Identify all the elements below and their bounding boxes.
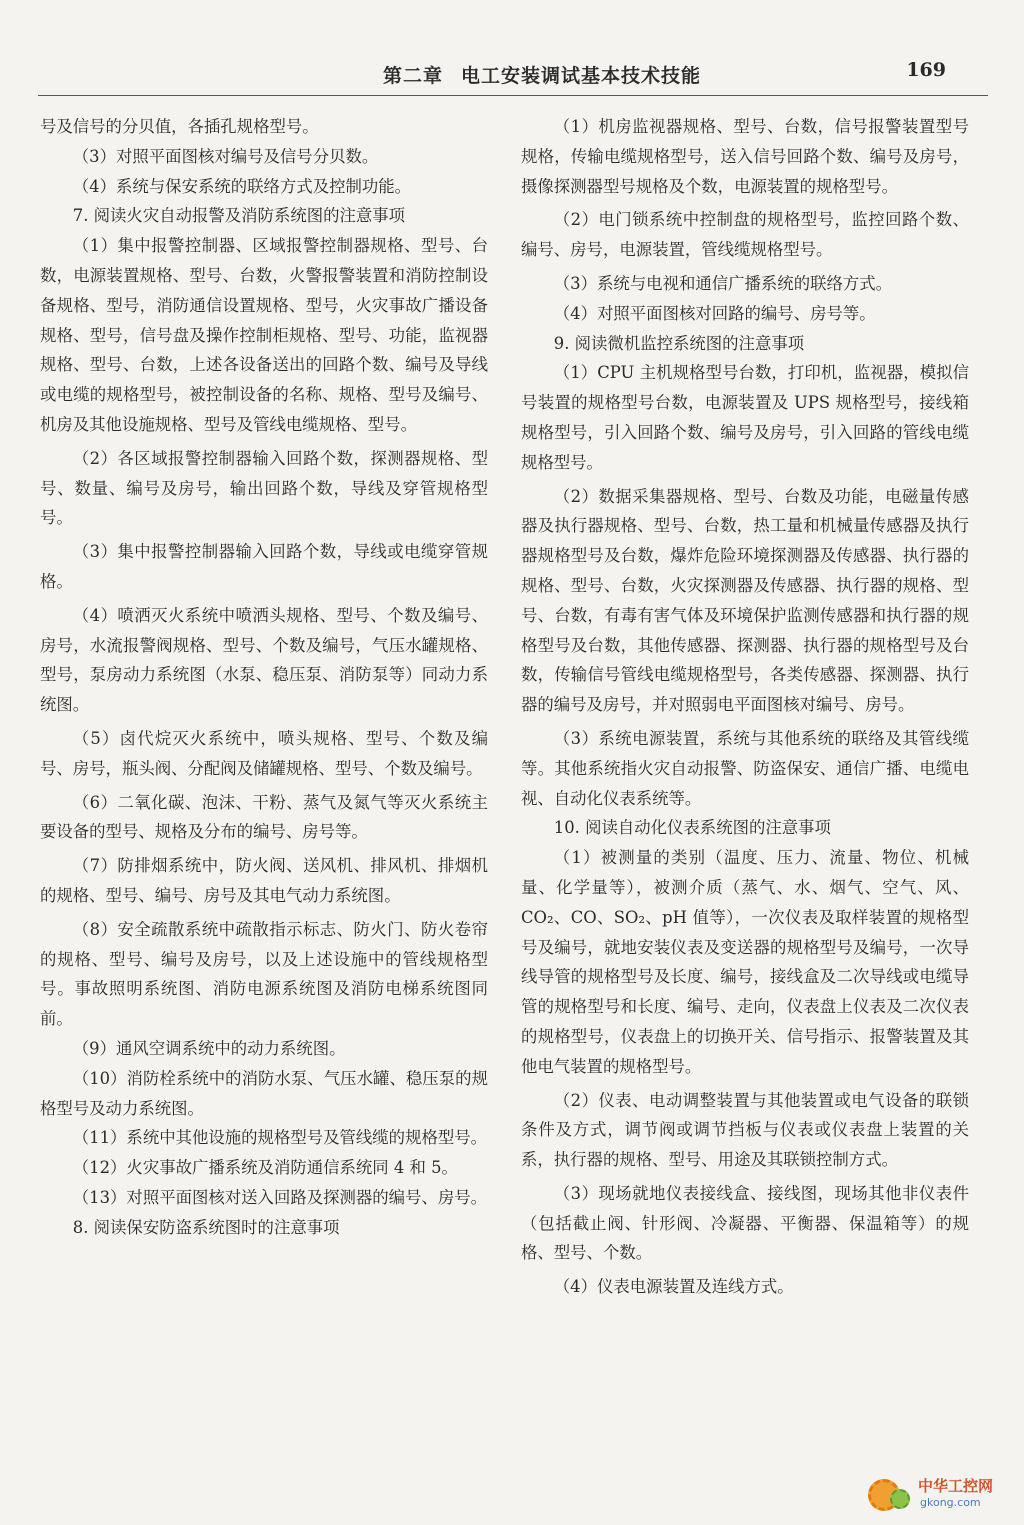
page-header bbox=[38, 55, 988, 96]
right-column bbox=[521, 112, 969, 1302]
paragraph: 9. 阅读微机监控系统图的注意事项 bbox=[553, 333, 805, 353]
paragraph: （12）火灾事故广播系统及消防通信系统同 4 和 5。 bbox=[72, 1158, 458, 1178]
page-number: 169 bbox=[906, 59, 946, 81]
paragraph: （3）对照平面图核对编号及信号分贝数。 bbox=[72, 146, 379, 166]
paragraph: （5）卤代烷灭火系统中，喷头规格、型号、个数及编号、房号，瓶头阀、分配阀及储罐规格、型号、个数及编号。 bbox=[40, 728, 488, 778]
paragraph: 8. 阅读保安防盗系统图时的注意事项 bbox=[72, 1217, 340, 1237]
paragraph: （3）现场就地仪表接线盒、接线图，现场其他非仪表件（包括截止阀、针形阀、冷凝器、平衡器、保温箱等）的规格、型号、个数。 bbox=[521, 1183, 969, 1263]
watermark-domain: gkong.com bbox=[920, 1496, 981, 1509]
paragraph: 7. 阅读火灾自动报警及消防系统图的注意事项 bbox=[72, 206, 406, 226]
paragraph: （4）对照平面图核对回路的编号、房号等。 bbox=[553, 303, 876, 323]
chapter-title: 电工安装调试基本技术技能 bbox=[461, 65, 702, 87]
running-title bbox=[383, 61, 701, 88]
paragraph: （1）CPU 主机规格型号台数，打印机，监视器，模拟信号装置的规格型号台数，电源装置及 UPS 规格型号，接线箱规格型号，引入回路个数、编号及房号，引入回路的管线电缆规格型号。 bbox=[521, 363, 969, 472]
chapter-label: 第二章 bbox=[383, 65, 444, 87]
small-gear-icon bbox=[890, 1489, 910, 1509]
watermark-name: 中华工控网 bbox=[918, 1477, 994, 1495]
watermark-logo bbox=[860, 1469, 1010, 1517]
paragraph: （2）仪表、电动调整装置与其他装置或电气设备的联锁条件及方式，调节阀或调节挡板与仪表或仪表盘上装置的关系，执行器的规格、型号、用途及其联锁控制方式。 bbox=[521, 1090, 969, 1170]
paragraph: （11）系统中其他设施的规格型号及管线缆的规格型号。 bbox=[72, 1128, 488, 1148]
paragraph: 号及信号的分贝值，各插孔规格型号。 bbox=[40, 117, 319, 136]
paragraph: （4）系统与保安系统的联络方式及控制功能。 bbox=[72, 176, 412, 196]
paragraph: （4）喷洒灭火系统中喷洒头规格、型号、个数及编号、房号，水流报警阀规格、型号、个数及编号，气压水罐规格、型号，泵房动力系统图（水泵、稳压泵、消防泵等）同动力系统图。 bbox=[40, 605, 488, 715]
paragraph: （6）二氧化碳、泡沫、干粉、蒸气及氮气等灭火系统主要设备的型号、规格及分布的编号、房号等。 bbox=[40, 792, 488, 842]
paragraph: （3）系统电源装置，系统与其他系统的联络及其管线缆等。其他系统指火灾自动报警、防盗保安、通信广播、电缆电视、自动化仪表系统等。 bbox=[521, 728, 969, 808]
paragraph: （1）机房监视器规格、型号、台数，信号报警装置型号规格，传输电缆规格型号，送入信号回路个数、编号及房号，摄像探测器型号规格及个数，电源装置的规格型号。 bbox=[521, 117, 969, 196]
left-column bbox=[40, 112, 488, 1242]
paragraph: （1）被测量的类别（温度、压力、流量、物位、机械量、化学量等），被测介质（蒸气、水、烟气、空气、风、CO₂、CO、SO₂、pH 值等），一次仪表及取样装置的规格型号及编号，就地安装仪表及变送器的规格型号及编号，一次导线导管的规格型号及长度、编号，接线盒及二次导线或电缆导管的规格型号和长度、编号、走向，仪表盘上仪表及二次仪表的规格型号，仪表盘上的切换开关、信号指示、报警装置及其他电气装置的规格型号。 bbox=[521, 848, 969, 1076]
paragraph: （2）各区域报警控制器输入回路个数，探测器规格、型号、数量、编号及房号，输出回路个数，导线及穿管规格型号。 bbox=[40, 448, 488, 528]
paragraph: （13）对照平面图核对送入回路及探测器的编号、房号。 bbox=[72, 1187, 488, 1207]
paragraph: （8）安全疏散系统中疏散指示标志、防火门、防火卷帘的规格、型号、编号及房号，以及上述设施中的管线规格型号。事故照明系统图、消防电源系统图及消防电梯系统图同前。 bbox=[40, 919, 488, 1029]
paragraph: （3）系统与电视和通信广播系统的联络方式。 bbox=[553, 273, 893, 293]
paragraph: （7）防排烟系统中，防火阀、送风机、排风机、排烟机的规格、型号、编号、房号及其电气动力系统图。 bbox=[40, 856, 488, 905]
paragraph: （10）消防栓系统中的消防水泵、气压水罐、稳压泵的规格型号及动力系统图。 bbox=[40, 1068, 488, 1118]
paragraph: 10. 阅读自动化仪表系统图的注意事项 bbox=[553, 818, 831, 838]
paragraph: （2）电门锁系统中控制盘的规格型号，监控回路个数、编号、房号，电源装置，管线缆规格型号。 bbox=[521, 210, 969, 260]
paragraph: （4）仪表电源装置及连线方式。 bbox=[553, 1277, 794, 1297]
paragraph: （3）集中报警控制器输入回路个数，导线或电缆穿管规格。 bbox=[40, 542, 488, 591]
paragraph: （9）通风空调系统中的动力系统图。 bbox=[72, 1038, 346, 1058]
paragraph: （2）数据采集器规格、型号、台数及功能，电磁量传感器及执行器规格、型号、台数，热工量和机械量传感器及执行器规格型号及台数，爆炸危险环境探测器及传感器、执行器的规格、型号、台数，火灾探测器及传感器、执行器的规格、型号、台数，有毒有害气体及环境保护监测传感器和执行器的规格型号及台数，其他传感器、探测器、执行器的规格型号及台数，传输信号管线电缆规格型号，各类传感器、探测器、执行器的编号及房号，并对照弱电平面图核对编号、房号。 bbox=[521, 486, 969, 715]
paragraph: （1）集中报警控制器、区域报警控制器规格、型号、台数，电源装置规格、型号、台数，火警报警装置和消防控制设备规格、型号，消防通信设置规格、型号，火灾事故广播设备规格、型号，信号盘及操作控制柜规格、型号、功能，监视器规格、型号、台数，上述各设备送出的回路个数、编号及导线或电缆的规格型号，被控制设备的名称、规格、型号及编号、机房及其他设施规格、型号及管线电缆规格、型号。 bbox=[40, 236, 488, 434]
